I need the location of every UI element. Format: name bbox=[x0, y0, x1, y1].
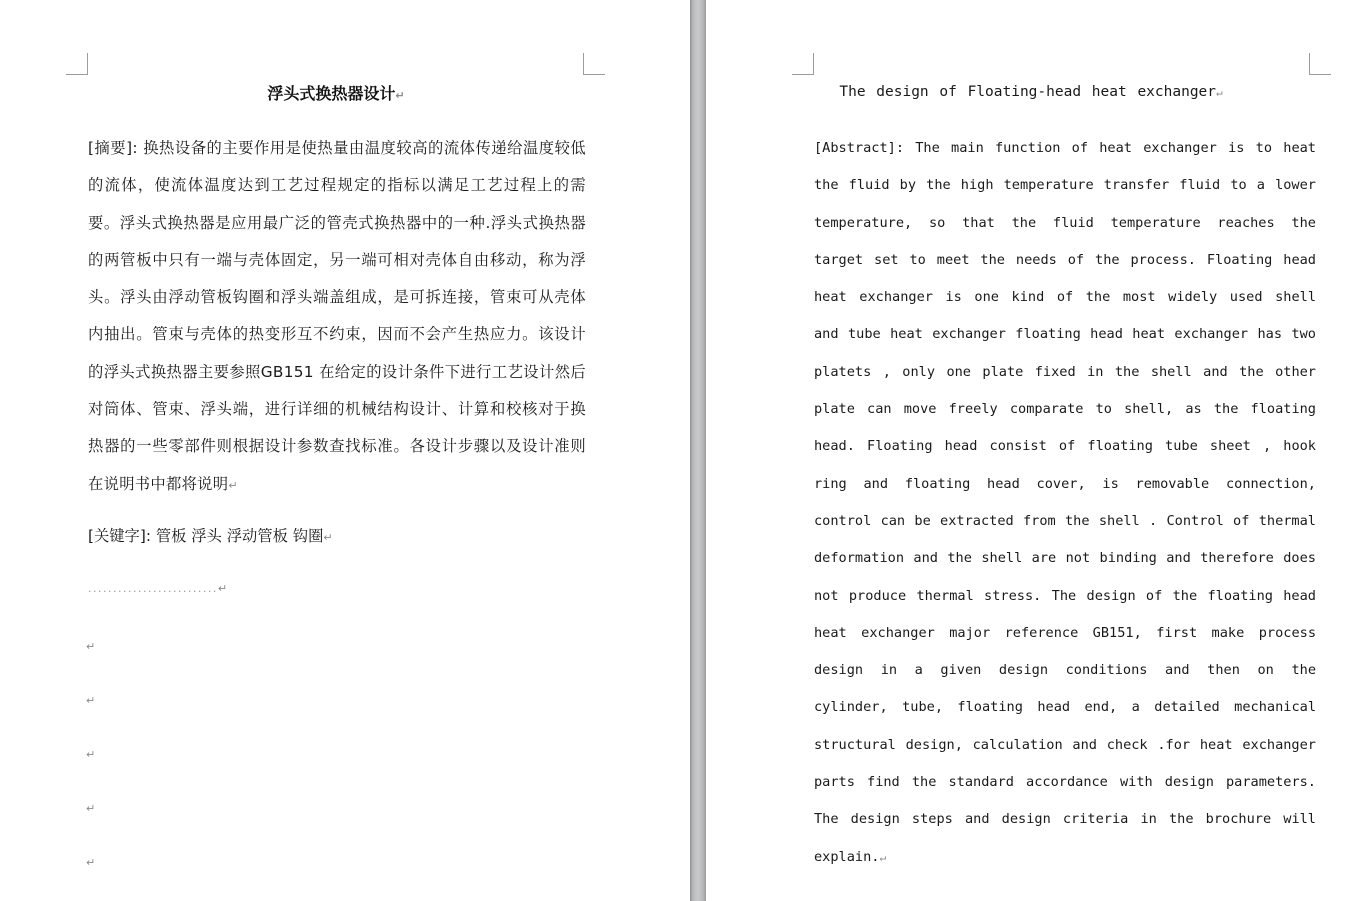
chinese-keywords: [关键字]: 管板 浮头 浮动管板 钩圈↵ bbox=[88, 527, 333, 545]
dotted-leader: ..........................↵ bbox=[88, 582, 229, 595]
paragraph-mark-icon: ↵ bbox=[879, 850, 887, 864]
crop-mark-top-left bbox=[66, 53, 88, 75]
paragraph-mark-icon: ↵ bbox=[395, 89, 405, 102]
paragraph-mark-icon: ↵ bbox=[217, 582, 229, 595]
document-page-right[interactable] bbox=[706, 0, 1356, 901]
crop-mark-top-right bbox=[1309, 53, 1331, 75]
english-title: The design of Floating-head heat exchanger↵ bbox=[839, 84, 1223, 100]
chinese-title: 浮头式换热器设计↵ bbox=[267, 84, 405, 103]
english-abstract: [Abstract]: The main function of heat exchanger is to heat the fluid by the high temperature transfer fluid to a lower temperature, so that the fluid temperature reaches the target set to meet the needs of the process. Floating head heat exchanger is one kind of the most widely used shell and tube heat exchanger floating head heat exchanger has two platets , only one plate fixed in the shell and the other plate can move freely comparate to shell, as the floating head. Floating head consist of floating tube sheet , hook ring and floating head cover, is removable connection, control can be extracted from the shell . Control of thermal deformation and the shell are not binding and therefore does not produce thermal stress. The design of the floating head heat exchanger major reference GB151, first make process design in a given design conditions and then on the cylinder, tube, floating head end, a detailed mechanical structural design, calculation and check .for heat exchanger parts find the standard accordance with design parameters. The design steps and design criteria in the brochure will explain.↵ bbox=[814, 140, 1316, 865]
empty-paragraph-mark-icon: ↵ bbox=[86, 694, 96, 707]
crop-mark-top-left bbox=[792, 53, 814, 75]
paragraph-mark-icon: ↵ bbox=[323, 531, 333, 544]
paragraph-mark-icon: ↵ bbox=[1216, 86, 1223, 99]
empty-paragraph-mark-icon: ↵ bbox=[86, 802, 96, 815]
chinese-abstract: [摘要]: 换热设备的主要作用是使热量由温度较高的流体传递给温度较低的流体，使流体温度达到工艺过程规定的指标以满足工艺过程上的需要。浮头式换热器是应用最广泛的管壳式换热器中的一种.浮头式换热器的两管板中只有一端与壳体固定，另一端可相对壳体自由移动，称为浮头。浮头由浮动管板钩圈和浮头端盖组成，是可拆连接，管束可从壳体内抽出。管束与壳体的热变形互不约束，因而不会产生热应力。该设计的浮头式换热器主要参照GB151 在给定的设计条件下进行工艺设计然后对筒体、管束、浮头端，进行详细的机械结构设计、计算和校核对于换热器的一些零部件则根据设计参数查找标准。各设计步骤以及设计准则在说明书中都将说明↵ bbox=[88, 139, 586, 493]
page-gutter bbox=[690, 0, 706, 901]
empty-paragraph-mark-icon: ↵ bbox=[86, 856, 96, 869]
empty-paragraph-mark-icon: ↵ bbox=[86, 640, 96, 653]
paragraph-mark-icon: ↵ bbox=[228, 478, 238, 492]
crop-mark-top-right bbox=[583, 53, 605, 75]
empty-paragraph-mark-icon: ↵ bbox=[86, 748, 96, 761]
